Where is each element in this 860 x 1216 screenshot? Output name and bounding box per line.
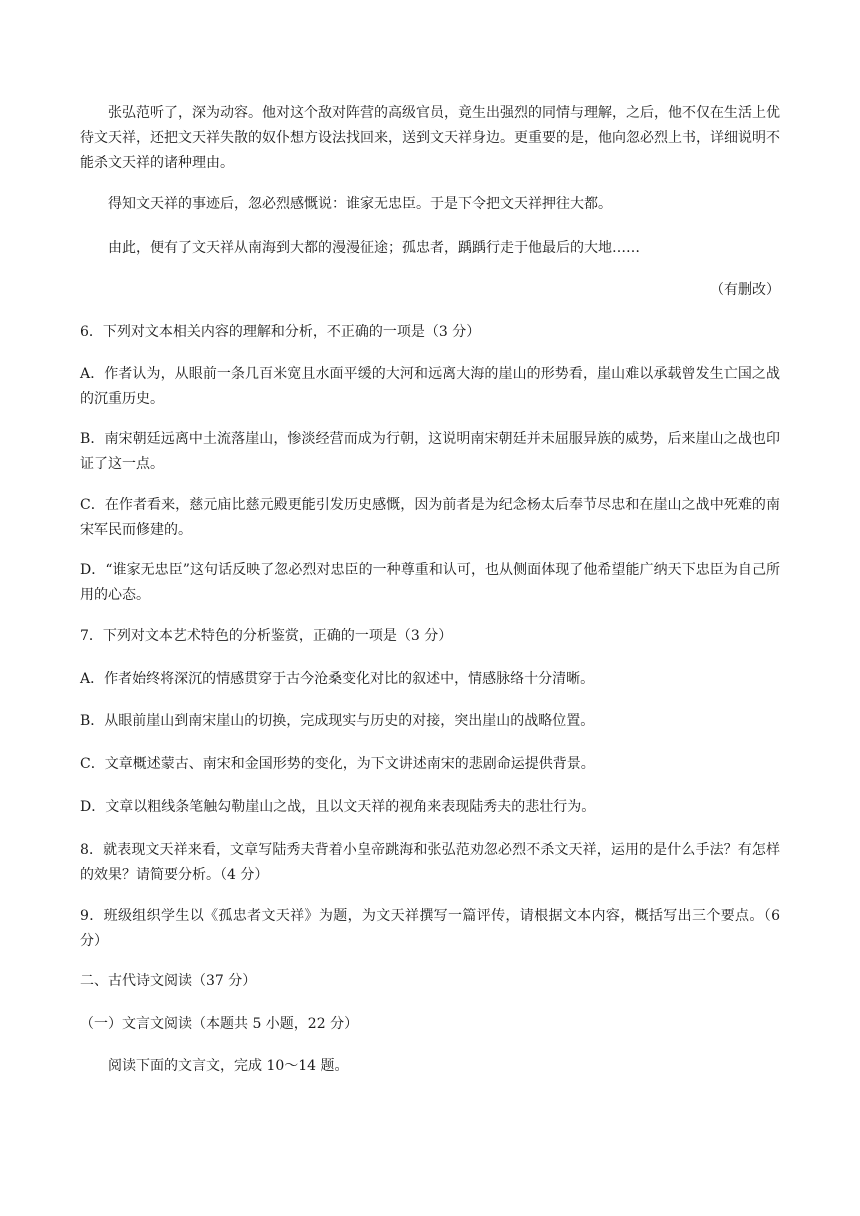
question-7-option-c: C．文章概述蒙古、南宋和金国形势的变化，为下文讲述南宋的悲剧命运提供背景。	[80, 756, 595, 772]
section-2-instruction: 阅读下面的文言文，完成 10～14 题。	[108, 1058, 349, 1074]
question-7-option-a: A．作者始终将深沉的情感贯穿于古今沧桑变化对比的叙述中，情感脉络十分清晰。	[80, 671, 595, 687]
passage-paragraph-3: 由此，便有了文天祥从南海到大都的漫漫征途；孤忠者，踽踽行走于他最后的大地……	[108, 240, 640, 256]
passage-paragraph-1: 张弘范听了，深为动容。他对这个敌对阵营的高级官员，竟生出强烈的同情与理解，之后，他不仅在生活上优待文天祥，还把文天祥失散的奴仆想方设法找回来，送到文天祥身边。更重要的是，他向忽必烈上书，详细说明不能杀文天祥的诸种理由。	[80, 105, 780, 171]
question-7-option-d: D．文章以粗线条笔触勾勒崖山之战，且以文天祥的视角来表现陆秀夫的悲壮行为。	[80, 799, 596, 815]
passage-paragraph-2: 得知文天祥的事迹后，忽必烈感慨说：谁家无忠臣。于是下令把文天祥押往大都。	[108, 196, 612, 212]
question-7-stem: 7．下列对文本艺术特色的分析鉴赏，正确的一项是（3 分）	[80, 628, 453, 644]
section-2-title: 二、古代诗文阅读（37 分）	[80, 973, 257, 989]
question-6-option-c: C．在作者看来，慈元庙比慈元殿更能引发历史感慨，因为前者是为纪念杨太后奉节尽忠和在崖山之战中死难的南宋军民而修建的。	[80, 497, 780, 538]
question-6-stem: 6．下列对文本相关内容的理解和分析，不正确的一项是（3 分）	[80, 324, 481, 340]
question-7-option-b: B．从眼前崖山到南宋崖山的切换，完成现实与历史的对接，突出崖山的战略位置。	[80, 713, 595, 729]
question-8: 8．就表现文天祥来看，文章写陆秀夫背着小皇帝跳海和张弘范劝忽必烈不杀文天祥，运用的是什么手法？有怎样的效果？请简要分析。（4 分）	[80, 842, 780, 883]
question-6-option-b: B．南宋朝廷远离中土流落崖山，惨淡经营而成为行朝，这说明南宋朝廷并未屈服异族的威势，后来崖山之战也印证了这一点。	[80, 431, 780, 472]
question-9: 9．班级组织学生以《孤忠者文天祥》为题，为文天祥撰写一篇评传，请根据文本内容，概括写出三个要点。（6 分）	[80, 908, 780, 949]
source-note: （有删改）	[710, 282, 780, 298]
question-6-option-a: A．作者认为，从眼前一条几百米宽且水面平缓的大河和远离大海的崖山的形势看，崖山难以承载曾发生亡国之战的沉重历史。	[80, 366, 780, 407]
question-6-option-d: D．“谁家无忠臣”这句话反映了忽必烈对忠臣的一种尊重和认可，也从侧面体现了他希望能广纳天下忠臣为自己所用的心态。	[80, 562, 780, 603]
section-2-subtitle: （一）文言文阅读（本题共 5 小题，22 分）	[80, 1016, 359, 1032]
